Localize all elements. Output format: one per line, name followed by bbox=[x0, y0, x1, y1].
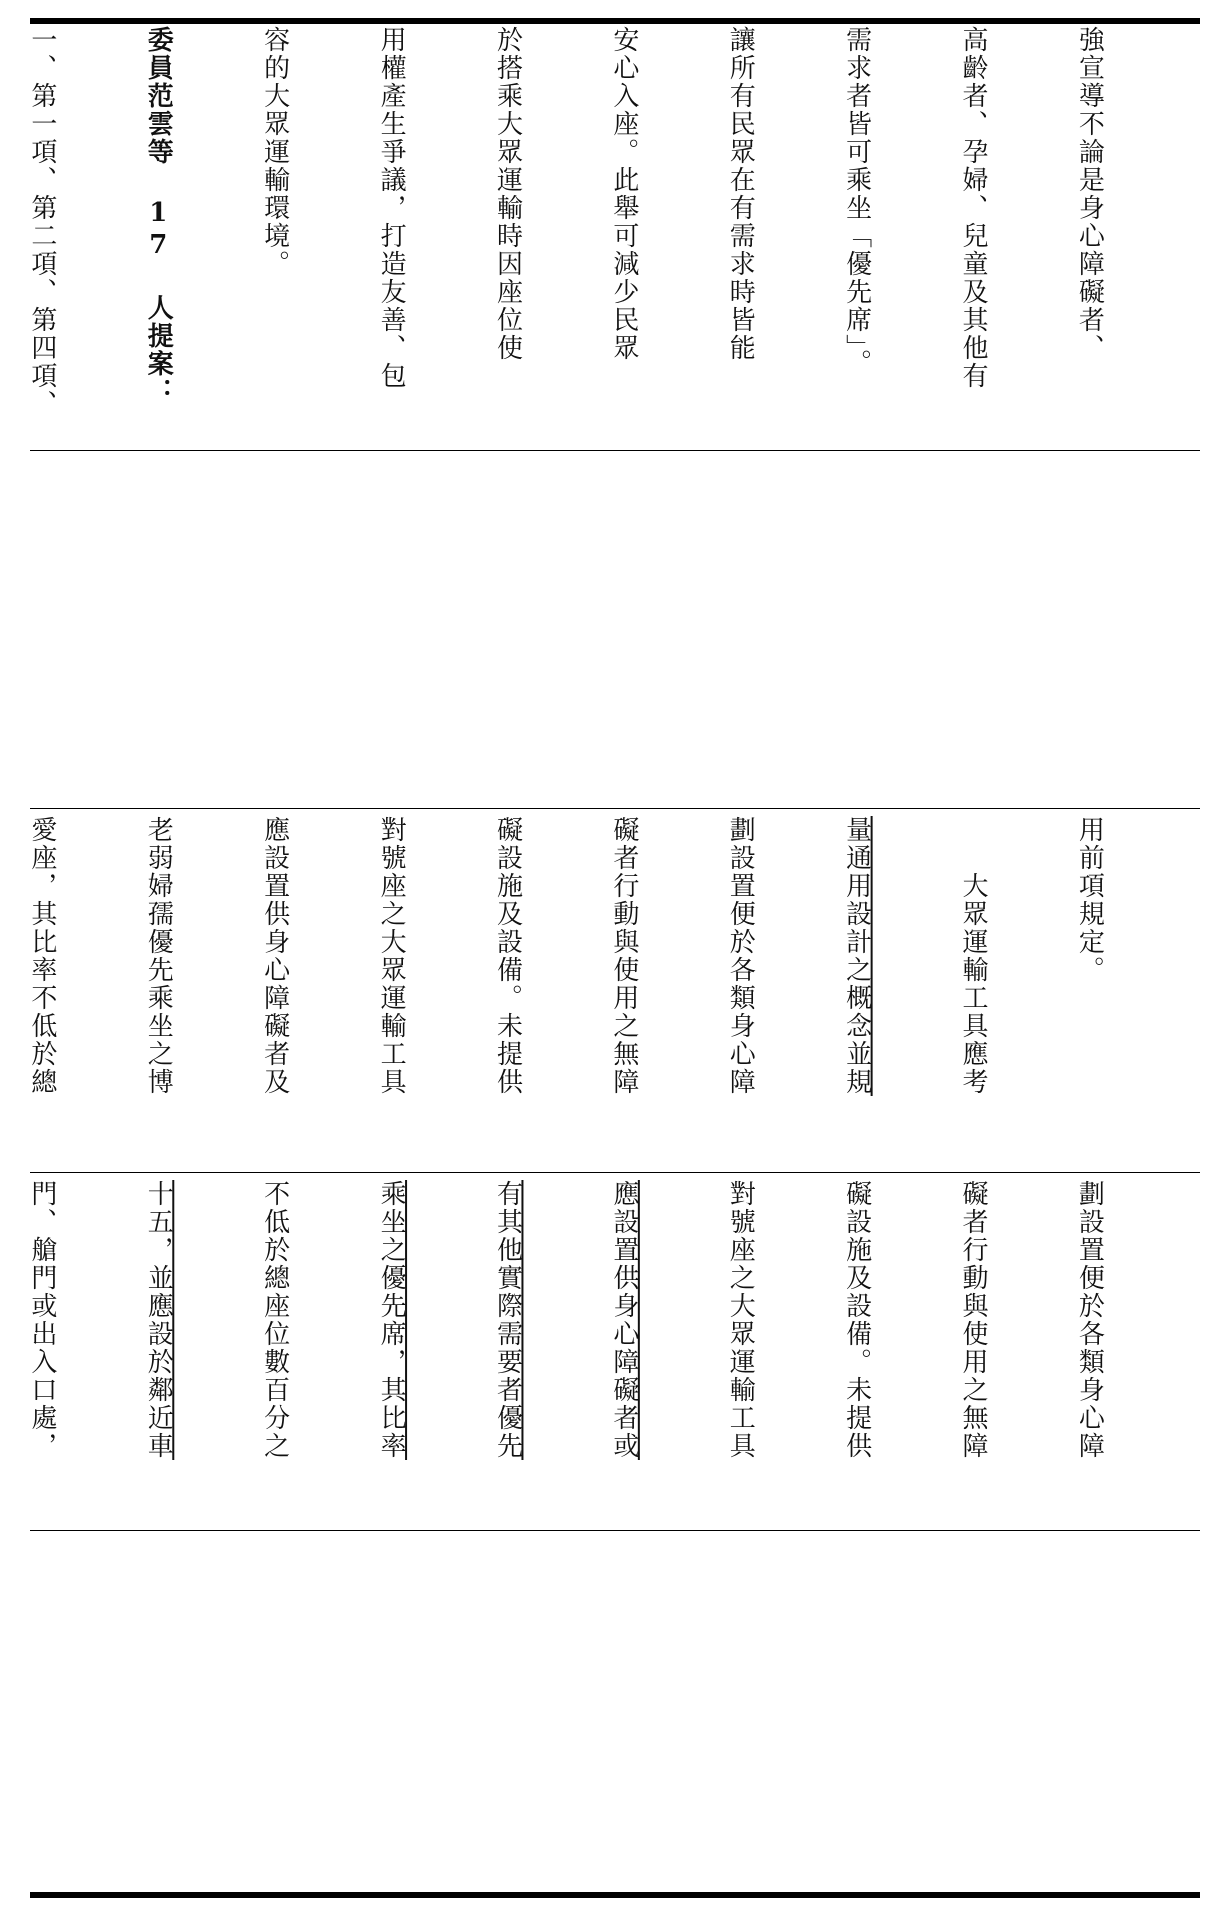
text-line: 礙設施及設備。未提供 bbox=[492, 816, 523, 1096]
text-line: 強宣導不論是身心障礙者、 bbox=[1074, 26, 1105, 362]
vertical-text-column bbox=[26, 1180, 1186, 1526]
text-line: 老弱婦孺優先乘坐之博 bbox=[143, 816, 174, 1096]
proposer-heading: 委員范雲等 17 人提案： bbox=[143, 26, 174, 406]
amended-law-section bbox=[26, 1180, 1200, 1526]
text-line: 劃設置便於各類身心障 bbox=[1074, 1180, 1105, 1460]
vertical-text-column bbox=[26, 26, 1186, 446]
text-line: 安心入座。此舉可減少民眾 bbox=[608, 26, 639, 362]
section-divider-2 bbox=[30, 808, 1200, 809]
text-line: 用權產生爭議，打造友善、包 bbox=[376, 26, 407, 390]
top-border-rule bbox=[30, 18, 1200, 24]
section-divider-4 bbox=[30, 1530, 1200, 1531]
text-line: 對號座之大眾運輸工具 bbox=[376, 816, 407, 1096]
text-line-underlined: 乘坐之優先席，其比率 bbox=[376, 1180, 407, 1460]
text-line: 愛座，其比率不低於總 bbox=[26, 816, 57, 1096]
text-line: 容的大眾運輸環境。 bbox=[259, 26, 290, 278]
text-line-underlined: 應設置供身心障礙者或 bbox=[608, 1180, 639, 1460]
text-line: 大眾運輸工具應考 bbox=[958, 816, 989, 1096]
text-line-underlined: 十五，並應設於鄰近車 bbox=[143, 1180, 174, 1460]
text-line: 劃設置便於各類身心障 bbox=[725, 816, 756, 1096]
section-divider-1 bbox=[30, 450, 1200, 451]
text-line: 礙者行動與使用之無障 bbox=[958, 1180, 989, 1460]
section-divider-3 bbox=[30, 1172, 1200, 1173]
text-line: 門、艙門或出入口處， bbox=[26, 1180, 57, 1460]
text-line: 一、第一項、第二項、第四項、 bbox=[26, 26, 57, 418]
text-line: 讓所有民眾在有需求時皆能 bbox=[725, 26, 756, 362]
text-line: 應設置供身心障礙者及 bbox=[259, 816, 290, 1096]
text-line-underlined: 有其他實際需要者優先 bbox=[492, 1180, 523, 1460]
current-law-section bbox=[26, 816, 1200, 1168]
text-line: 礙設施及設備。未提供 bbox=[841, 1180, 872, 1460]
text-line: 於搭乘大眾運輸時因座位使 bbox=[492, 26, 523, 362]
text-line: 高齡者、孕婦、兒童及其他有 bbox=[958, 26, 989, 390]
bottom-border-rule bbox=[30, 1892, 1200, 1898]
text-line: 需求者皆可乘坐「優先席」。 bbox=[841, 26, 872, 377]
text-line: 用前項規定。 bbox=[1074, 816, 1105, 984]
text-line-underlined: 量通用設計之概念並規 bbox=[841, 816, 872, 1096]
proposal-explanation-section bbox=[26, 26, 1200, 446]
text-line: 礙者行動與使用之無障 bbox=[608, 816, 639, 1096]
text-line: 不低於總座位數百分之 bbox=[259, 1180, 290, 1460]
text-line: 對號座之大眾運輸工具 bbox=[725, 1180, 756, 1460]
vertical-text-column bbox=[26, 816, 1186, 1168]
